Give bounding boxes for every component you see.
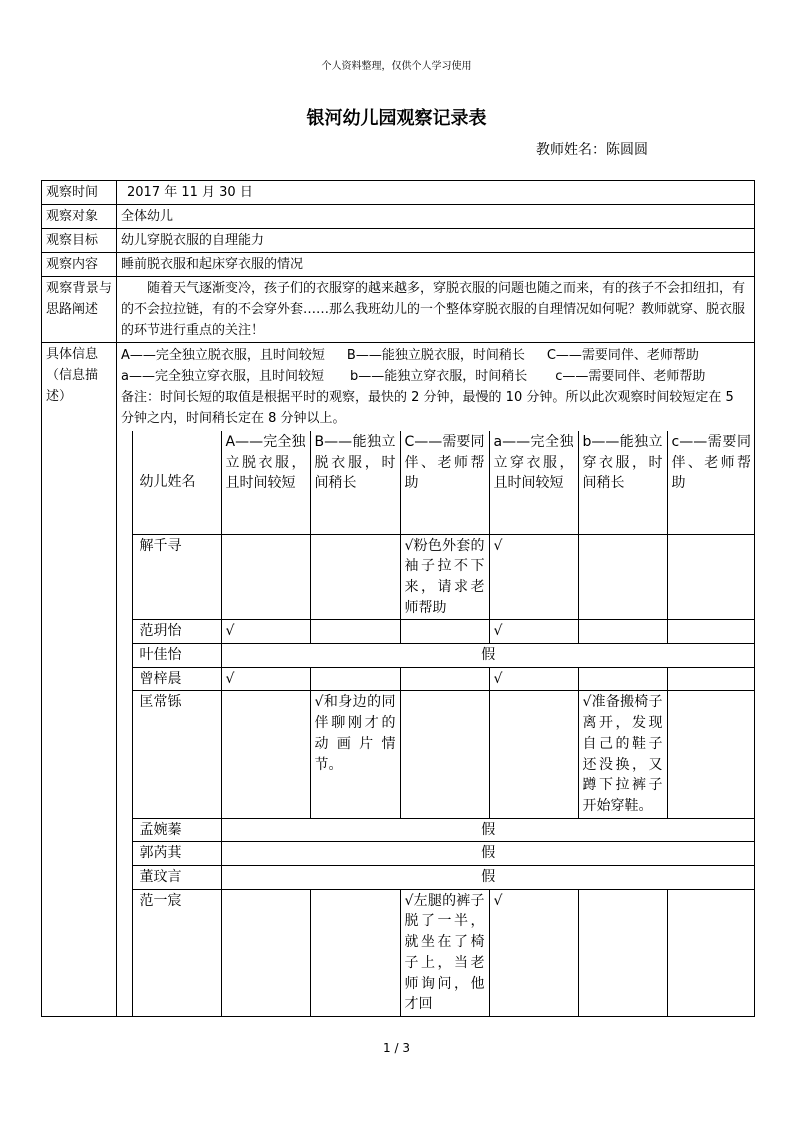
mark-A: √	[221, 667, 310, 691]
mark-a: √	[489, 667, 578, 691]
value-target: 全体幼儿	[117, 205, 755, 229]
child-name: 范玥怡	[132, 620, 221, 644]
mark-c	[667, 691, 755, 818]
child-name: 解千寻	[132, 534, 221, 620]
mark-A	[221, 534, 310, 620]
mark-b	[578, 620, 667, 644]
label-background: 观察背景与思路阐述	[42, 277, 117, 343]
value-content: 睡前脱衣服和起床穿衣服的情况	[117, 253, 755, 277]
grid-header-b: b——能独立穿衣服，时间稍长	[578, 431, 667, 534]
mark-C	[400, 620, 489, 644]
mark-a: √	[489, 889, 578, 1016]
table-row	[117, 818, 755, 842]
info-cell	[117, 343, 755, 1017]
table-row	[117, 620, 755, 644]
grid-header-C: C——需要同伴、老师帮助	[400, 431, 489, 534]
absent-cell: 假	[221, 644, 755, 668]
mark-b	[578, 889, 667, 1016]
child-name: 孟婉蓁	[132, 818, 221, 842]
value-goal: 幼儿穿脱衣服的自理能力	[117, 229, 755, 253]
grid-header-row	[117, 431, 755, 534]
label-info: 具体信息（信息描述）	[42, 343, 117, 1017]
teacher-name: 教师姓名：陈圆圆	[536, 142, 648, 158]
grid-spacer	[117, 431, 132, 1016]
mark-c	[667, 889, 755, 1016]
mark-C	[400, 667, 489, 691]
child-name: 曾梓晨	[132, 667, 221, 691]
legend-note: 备注：时间长短的取值是根据平时的观察，最快的 2 分钟，最慢的 10 分钟。所以此次观察时间较短定在 5 分钟之内，时间稍长定在 8 分钟以上。	[121, 390, 734, 426]
mark-B	[310, 667, 400, 691]
mark-B: √和身边的同伴聊刚才的动画片情节。	[310, 691, 400, 818]
legend-line-2	[121, 366, 750, 387]
table-row	[117, 644, 755, 668]
mark-A: √	[221, 620, 310, 644]
observation-table	[41, 180, 755, 1017]
value-background	[117, 277, 755, 343]
mark-B	[310, 620, 400, 644]
table-row	[117, 691, 755, 818]
mark-B	[310, 889, 400, 1016]
child-name: 匡常铄	[132, 691, 221, 818]
row-time	[42, 181, 755, 205]
mark-A	[221, 691, 310, 818]
absent-cell: 假	[221, 866, 755, 890]
mark-C	[400, 691, 489, 818]
info-legend	[117, 343, 754, 431]
children-grid	[117, 431, 755, 1016]
row-goal	[42, 229, 755, 253]
mark-c	[667, 667, 755, 691]
child-name: 郭芮萁	[132, 842, 221, 866]
mark-b	[578, 534, 667, 620]
row-background	[42, 277, 755, 343]
table-row	[117, 534, 755, 620]
label-content: 观察内容	[42, 253, 117, 277]
mark-c	[667, 534, 755, 620]
grid-header-B: B——能独立脱衣服，时间稍长	[310, 431, 400, 534]
table-row	[117, 667, 755, 691]
row-content	[42, 253, 755, 277]
label-time: 观察时间	[42, 181, 117, 205]
mark-A	[221, 889, 310, 1016]
legend-A: A——完全独立脱衣服，且时间较短	[121, 348, 325, 363]
grid-header-c: c——需要同伴、老师帮助	[667, 431, 755, 534]
table-row	[117, 889, 755, 1016]
row-info	[42, 343, 755, 1017]
mark-c	[667, 620, 755, 644]
header-note: 个人资料整理，仅供个人学习使用	[321, 61, 472, 72]
mark-b	[578, 667, 667, 691]
child-name: 叶佳怡	[132, 644, 221, 668]
grid-header-name: 幼儿姓名	[132, 431, 221, 534]
mark-b: √准备搬椅子离开，发现自己的鞋子还没换，又蹲下拉裤子开始穿鞋。	[578, 691, 667, 818]
absent-cell: 假	[221, 842, 755, 866]
legend-a: a——完全独立穿衣服，且时间较短	[121, 369, 324, 384]
mark-a: √	[489, 534, 578, 620]
table-row	[117, 842, 755, 866]
mark-C: √粉色外套的袖子拉不下来，请求老师帮助	[400, 534, 489, 620]
legend-c: c——需要同伴、老师帮助	[555, 369, 706, 384]
absent-cell: 假	[221, 818, 755, 842]
grid-header-A: A——完全独立脱衣服，且时间较短	[221, 431, 310, 534]
legend-line-1	[121, 345, 750, 366]
mark-B	[310, 534, 400, 620]
row-target	[42, 205, 755, 229]
legend-b: b——能独立穿衣服，时间稍长	[349, 369, 528, 384]
legend-B: B——能独立脱衣服，时间稍长	[346, 348, 525, 363]
label-target: 观察对象	[42, 205, 117, 229]
mark-a: √	[489, 620, 578, 644]
child-name: 董玟言	[132, 866, 221, 890]
value-time: 2017 年 11 月 30 日	[117, 181, 755, 205]
table-row	[117, 866, 755, 890]
grid-header-a: a——完全独立穿衣服，且时间较短	[489, 431, 578, 534]
background-text: 随着天气逐渐变冷，孩子们的衣服穿的越来越多，穿脱衣服的问题也随之而来，有的孩子不会扣纽扣，有的不会拉拉链，有的不会穿外套……那么我班幼儿的一个整体穿脱衣服的自理情况如何呢？教师就穿、脱衣服的环节进行重点的关注！	[121, 281, 746, 338]
page-title: 银河幼儿园观察记录表	[306, 108, 487, 129]
label-goal: 观察目标	[42, 229, 117, 253]
mark-C: √左腿的裤子脱了一半，就坐在了椅子上，当老师询问，他才回	[400, 889, 489, 1016]
mark-a	[489, 691, 578, 818]
page-number: 1 / 3	[383, 1041, 410, 1055]
legend-C: C——需要同伴、老师帮助	[546, 348, 699, 363]
child-name: 范一宸	[132, 889, 221, 1016]
